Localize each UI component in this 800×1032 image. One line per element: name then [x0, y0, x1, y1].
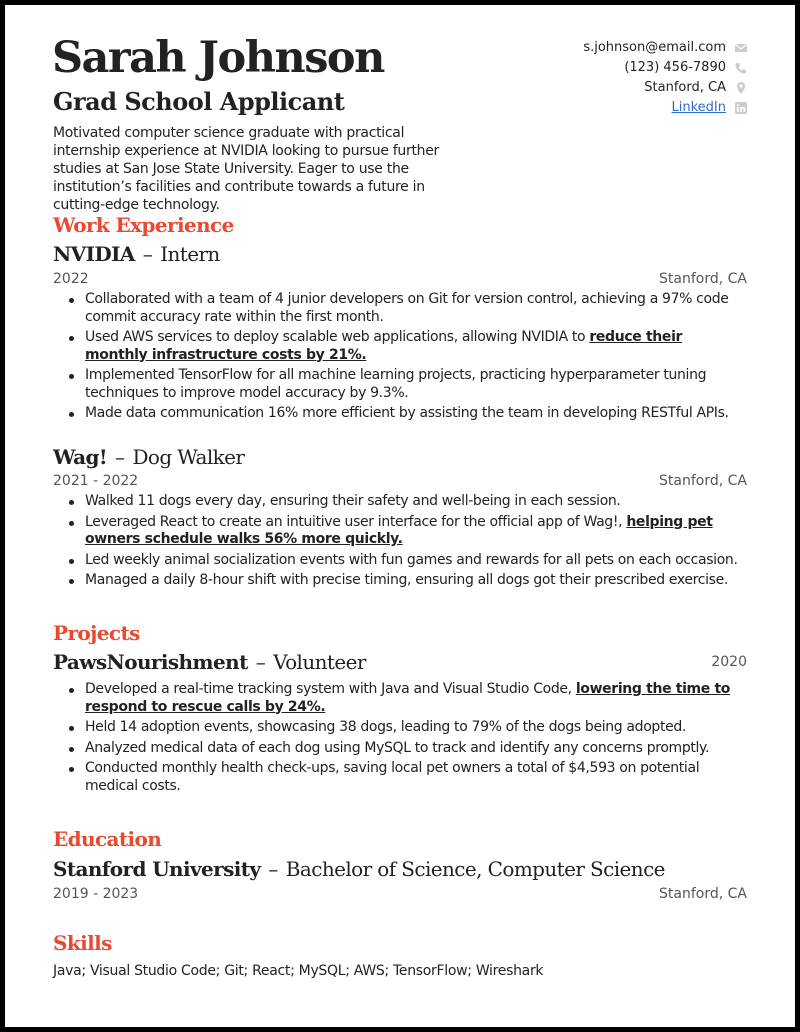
list-item: Implemented TensorFlow for all machine learning projects, practicing hyperparameter tuning techniques to improve model accuracy by 9.3%.: [85, 367, 745, 402]
section-title-work: Work Experience: [53, 213, 234, 237]
separator: –: [255, 650, 266, 674]
phone-text: (123) 456-7890: [624, 60, 726, 75]
section-title-projects: Projects: [53, 621, 140, 645]
list-item: Developed a real-time tracking system with Java and Visual Studio Code, lowering the time to respond to rescue calls by 24%.: [85, 681, 745, 716]
education-location: Stanford, CA: [659, 886, 747, 902]
list-item: Used AWS services to deploy scalable web applications, allowing NVIDIA to reduce their monthly infrastructure costs by 21%.: [85, 329, 745, 364]
list-item: Analyzed medical data of each dog using MySQL to track and identify any concerns promptly.: [85, 740, 745, 758]
job-location: Stanford, CA: [659, 271, 747, 287]
project-dates: 2020: [711, 654, 747, 670]
skills-list: Java; Visual Studio Code; Git; React; MySQL; AWS; TensorFlow; Wireshark: [53, 963, 544, 979]
job-role: Dog Walker: [132, 445, 245, 469]
separator: –: [268, 857, 278, 881]
job-dates: 2021 - 2022: [53, 473, 139, 489]
linkedin-link[interactable]: LinkedIn: [671, 100, 726, 115]
education-header: [53, 857, 665, 881]
list-item: Walked 11 dogs every day, ensuring their safety and well-being in each session.: [85, 493, 745, 511]
contact-location: [583, 78, 748, 98]
job-header-wag: [53, 445, 244, 469]
field-of-study: Computer Science: [487, 857, 665, 881]
list-item: Leveraged React to create an intuitive user interface for the official app of Wag!, helping pet owners schedule walks 56% more quickly.: [85, 514, 745, 549]
project-bullets: [85, 681, 745, 798]
section-title-education: Education: [53, 827, 162, 851]
list-item: Led weekly animal socialization events with fun games and rewards for all pets on each occasion.: [85, 552, 745, 570]
project-header: [53, 650, 366, 674]
section-title-skills: Skills: [53, 931, 112, 955]
school-name: Stanford University: [53, 857, 261, 881]
location-pin-icon: [734, 81, 748, 95]
contact-block: [583, 38, 748, 118]
project-name: PawsNourishment: [53, 650, 248, 674]
company-name: NVIDIA: [53, 242, 135, 266]
location-text: Stanford, CA: [644, 80, 726, 95]
list-item: Managed a daily 8-hour shift with precise timing, ensuring all dogs got their prescribed exercise.: [85, 572, 745, 590]
job-bullets-wag: [85, 493, 745, 593]
job-role: Intern: [160, 242, 220, 266]
list-item: Held 14 adoption events, showcasing 38 dogs, leading to 79% of the dogs being adopted.: [85, 719, 745, 737]
candidate-name: Sarah Johnson: [52, 33, 384, 83]
job-location: Stanford, CA: [659, 473, 747, 489]
degree: Bachelor of Science,: [285, 857, 482, 881]
company-name: Wag!: [53, 445, 108, 469]
separator: –: [142, 242, 153, 266]
job-bullets-nvidia: [85, 291, 745, 426]
list-item: Conducted monthly health check-ups, saving local pet owners a total of $4,593 on potential medical costs.: [85, 760, 745, 795]
contact-linkedin: [583, 98, 748, 118]
phone-icon: [734, 61, 748, 75]
email-text: s.johnson@email.com: [583, 40, 726, 55]
job-header-nvidia: [53, 242, 220, 266]
resume-page: [5, 5, 795, 1027]
education-dates: 2019 - 2023: [53, 886, 139, 902]
separator: –: [115, 445, 125, 469]
summary-text: Motivated computer science graduate with practical internship experience at NVIDIA looking to pursue further studies at San Jose State University. Eager to use the institution’s facilities and contribute towards a future in cutting-edge technology.: [53, 125, 439, 213]
contact-phone: [583, 58, 748, 78]
job-dates: 2022: [53, 271, 89, 287]
linkedin-icon: [734, 101, 748, 115]
envelope-icon: [734, 41, 748, 55]
list-item: Collaborated with a team of 4 junior developers on Git for version control, achieving a 97% code commit accuracy rate within the first month.: [85, 291, 745, 326]
project-role: Volunteer: [273, 650, 366, 674]
contact-email: [583, 38, 748, 58]
candidate-title: Grad School Applicant: [53, 87, 345, 116]
list-item: Made data communication 16% more efficient by assisting the team in developing RESTful APIs.: [85, 405, 745, 423]
